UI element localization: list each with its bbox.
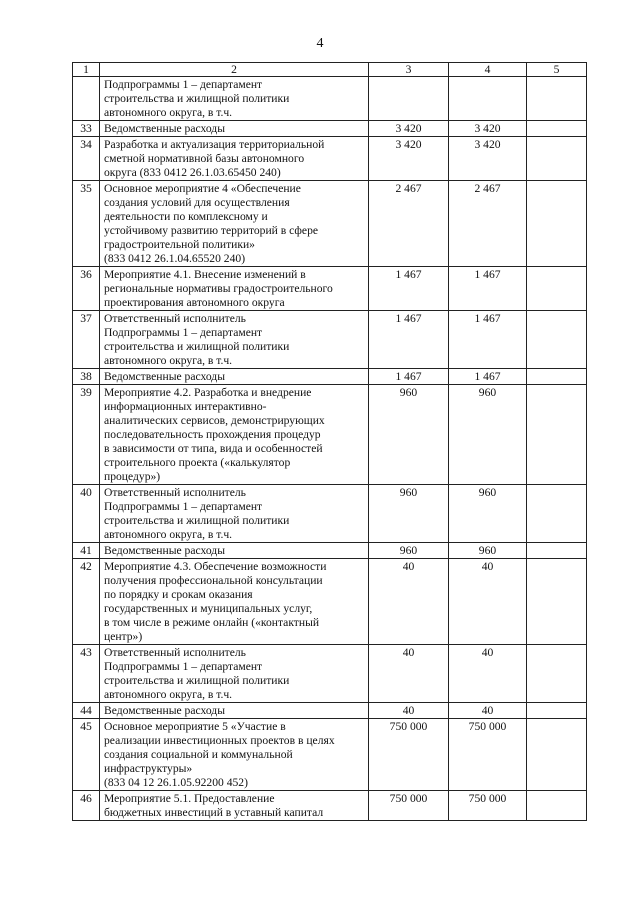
row-value-col4: [449, 77, 527, 121]
row-value-col5: [527, 311, 587, 369]
row-description: Ведомственные расходы: [100, 703, 369, 719]
row-value-col5: [527, 485, 587, 543]
row-number: 38: [73, 369, 100, 385]
row-value-col5: [527, 719, 587, 791]
row-number: 43: [73, 645, 100, 703]
row-value-col5: [527, 77, 587, 121]
row-value-col5: [527, 543, 587, 559]
row-number: 46: [73, 791, 100, 821]
row-value-col3: 2 467: [369, 181, 449, 267]
row-number: 37: [73, 311, 100, 369]
row-number: 41: [73, 543, 100, 559]
row-value-col5: [527, 385, 587, 485]
row-description: Ведомственные расходы: [100, 121, 369, 137]
row-description: Мероприятие 4.3. Обеспечение возможности получения профессиональной консультации по порядку и срокам оказания государственных и муниципальных услуг, в том числе в режиме онлайн («контактный центр»): [100, 559, 369, 645]
table-row: [73, 77, 587, 121]
row-value-col3: [369, 77, 449, 121]
row-number: 33: [73, 121, 100, 137]
column-header-2: 2: [100, 63, 369, 77]
row-value-col3: 750 000: [369, 791, 449, 821]
row-value-col3: 750 000: [369, 719, 449, 791]
row-value-col3: 40: [369, 645, 449, 703]
row-value-col3: 1 467: [369, 369, 449, 385]
row-value-col3: 3 420: [369, 121, 449, 137]
row-description: Мероприятие 5.1. Предоставление бюджетных инвестиций в уставный капитал: [100, 791, 369, 821]
row-value-col4: 2 467: [449, 181, 527, 267]
row-number: 39: [73, 385, 100, 485]
table-row: [73, 719, 587, 791]
row-value-col3: 40: [369, 703, 449, 719]
row-value-col4: 3 420: [449, 137, 527, 181]
row-value-col3: 1 467: [369, 311, 449, 369]
row-value-col4: 40: [449, 559, 527, 645]
row-value-col3: 960: [369, 485, 449, 543]
row-description: Ответственный исполнитель Подпрограммы 1 – департамент строительства и жилищной политики автономного округа, в т.ч.: [100, 311, 369, 369]
table-row: [73, 121, 587, 137]
row-description: Мероприятие 4.2. Разработка и внедрение информационных интерактивно- аналитических сервисов, демонстрирующих последовательность прохождения процедур в зависимости от типа, вида и особенностей строительного проекта («калькулятор процедур»): [100, 385, 369, 485]
row-value-col5: [527, 137, 587, 181]
row-value-col5: [527, 369, 587, 385]
row-value-col4: 1 467: [449, 311, 527, 369]
row-value-col4: 960: [449, 485, 527, 543]
table-row: [73, 369, 587, 385]
table-row: [73, 543, 587, 559]
table-header-row: [73, 63, 587, 77]
table-row: [73, 385, 587, 485]
row-number: 35: [73, 181, 100, 267]
table-row: [73, 703, 587, 719]
table-row: [73, 181, 587, 267]
row-description: Разработка и актуализация территориальной сметной нормативной базы автономного округа (833 0412 26.1.03.65450 240): [100, 137, 369, 181]
row-description: Мероприятие 4.1. Внесение изменений в региональные нормативы градостроительного проектирования автономного округа: [100, 267, 369, 311]
row-value-col4: 40: [449, 703, 527, 719]
table-row: [73, 311, 587, 369]
column-header-5: 5: [527, 63, 587, 77]
table-body: [73, 77, 587, 821]
row-number: 42: [73, 559, 100, 645]
row-value-col3: 1 467: [369, 267, 449, 311]
row-description: Ответственный исполнитель Подпрограммы 1 – департамент строительства и жилищной политики автономного округа, в т.ч.: [100, 645, 369, 703]
page-number: 4: [316, 36, 324, 51]
row-description: Подпрограммы 1 – департамент строительства и жилищной политики автономного округа, в т.ч.: [100, 77, 369, 121]
row-value-col4: 1 467: [449, 369, 527, 385]
row-value-col5: [527, 121, 587, 137]
row-value-col3: 960: [369, 543, 449, 559]
row-value-col5: [527, 267, 587, 311]
row-value-col4: 960: [449, 385, 527, 485]
row-description: Основное мероприятие 4 «Обеспечение создания условий для осуществления деятельности по комплексному и устойчивому развитию территорий в сфере градостроительной политики» (833 0412 26.1.04.65520 240): [100, 181, 369, 267]
row-value-col3: 960: [369, 385, 449, 485]
table-row: [73, 791, 587, 821]
row-value-col5: [527, 703, 587, 719]
row-number: 45: [73, 719, 100, 791]
row-description: Основное мероприятие 5 «Участие в реализации инвестиционных проектов в целях создания социальной и коммунальной инфраструктуры» (833 04 12 26.1.05.92200 452): [100, 719, 369, 791]
row-description: Ведомственные расходы: [100, 369, 369, 385]
table-row: [73, 645, 587, 703]
row-number: [73, 77, 100, 121]
column-header-1: 1: [73, 63, 100, 77]
row-number: 44: [73, 703, 100, 719]
row-value-col4: 960: [449, 543, 527, 559]
row-value-col4: 750 000: [449, 791, 527, 821]
row-description: Ведомственные расходы: [100, 543, 369, 559]
table-row: [73, 485, 587, 543]
row-number: 34: [73, 137, 100, 181]
row-value-col5: [527, 791, 587, 821]
budget-table: [72, 62, 587, 821]
column-header-4: 4: [449, 63, 527, 77]
column-header-3: 3: [369, 63, 449, 77]
row-value-col4: 1 467: [449, 267, 527, 311]
row-value-col5: [527, 645, 587, 703]
table-row: [73, 137, 587, 181]
row-value-col4: 3 420: [449, 121, 527, 137]
row-number: 40: [73, 485, 100, 543]
row-value-col5: [527, 181, 587, 267]
row-value-col4: 40: [449, 645, 527, 703]
row-number: 36: [73, 267, 100, 311]
table-row: [73, 267, 587, 311]
row-description: Ответственный исполнитель Подпрограммы 1 – департамент строительства и жилищной политики автономного округа, в т.ч.: [100, 485, 369, 543]
row-value-col3: 3 420: [369, 137, 449, 181]
row-value-col3: 40: [369, 559, 449, 645]
table-row: [73, 559, 587, 645]
row-value-col5: [527, 559, 587, 645]
row-value-col4: 750 000: [449, 719, 527, 791]
